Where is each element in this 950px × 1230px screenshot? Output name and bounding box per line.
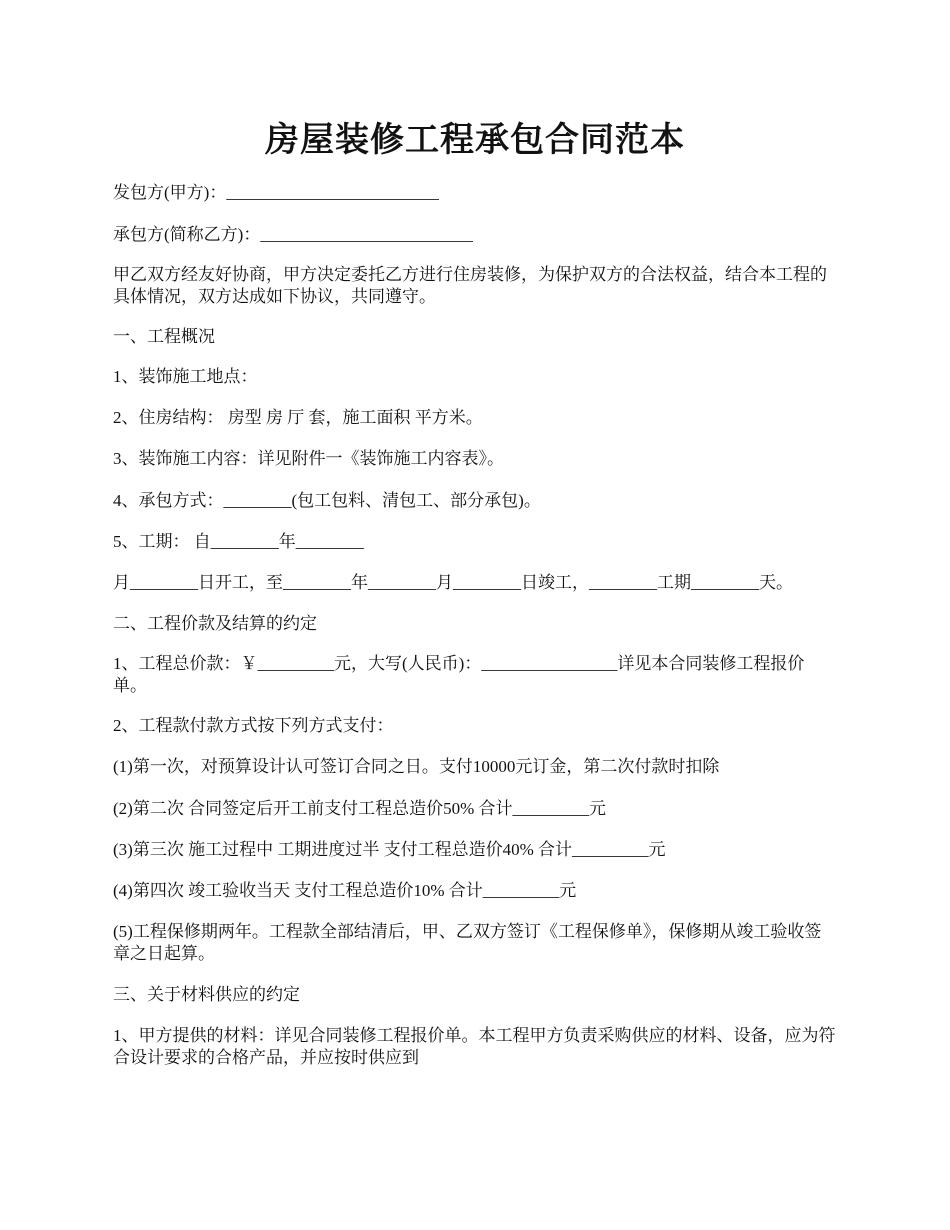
clause-payment-method: 2、工程款付款方式按下列方式支付： — [113, 716, 394, 735]
warranty-clause: (5)工程保修期两年。工程款全部结清后，甲、乙双方签订《工程保修单》，保修期从竣工验收签章之日起算。 — [113, 922, 822, 963]
section-heading-materials: 三、关于材料供应的约定 — [113, 985, 300, 1004]
document-title: 房屋装修工程承包合同范本 — [265, 122, 685, 159]
payment-third: (3)第三次 施工过程中 工期进度过半 支付工程总造价40% 合计_________元 — [113, 840, 666, 859]
section-heading-overview: 一、工程概况 — [113, 327, 215, 346]
clause-materials: 1、甲方提供的材料：详见合同装修工程报价单。本工程甲方负责采购供应的材料、设备，应为符合设计要求的合格产品，并应按时供应到 — [113, 1026, 836, 1067]
clause-method: 4、承包方式：________(包工包料、清包工、部分承包)。 — [113, 491, 541, 510]
section-heading-price: 二、工程价款及结算的约定 — [113, 614, 317, 633]
clause-location: 1、装饰施工地点： — [113, 367, 258, 386]
clause-structure: 2、住房结构： 房型 房 厅 套，施工面积 平方米。 — [113, 408, 483, 427]
party-b-line: 承包方(简称乙方)：_________________________ — [113, 225, 473, 244]
payment-first: (1)第一次，对预算设计认可签订合同之日。支付10000元订金，第二次付款时扣除 — [113, 757, 720, 776]
clause-total-price: 1、工程总价款：￥_________元，大写(人民币)：________________详见本合同装修工程报价单。 — [113, 654, 805, 695]
clause-content: 3、装饰施工内容：详见附件一《装饰施工内容表》。 — [113, 449, 504, 468]
clause-period-start: 5、工期： 自________年________ — [113, 532, 364, 551]
clause-period-dates: 月________日开工，至________年________月________日竣工，________工期________天。 — [113, 573, 793, 592]
preamble-paragraph: 甲乙双方经友好协商，甲方决定委托乙方进行住房装修，为保护双方的合法权益，结合本工程的具体情况，双方达成如下协议，共同遵守。 — [113, 265, 827, 306]
party-a-line: 发包方(甲方)：_________________________ — [113, 183, 439, 202]
payment-fourth: (4)第四次 竣工验收当天 支付工程总造价10% 合计_________元 — [113, 881, 577, 900]
payment-second: (2)第二次 合同签定后开工前支付工程总造价50% 合计_________元 — [113, 799, 606, 818]
